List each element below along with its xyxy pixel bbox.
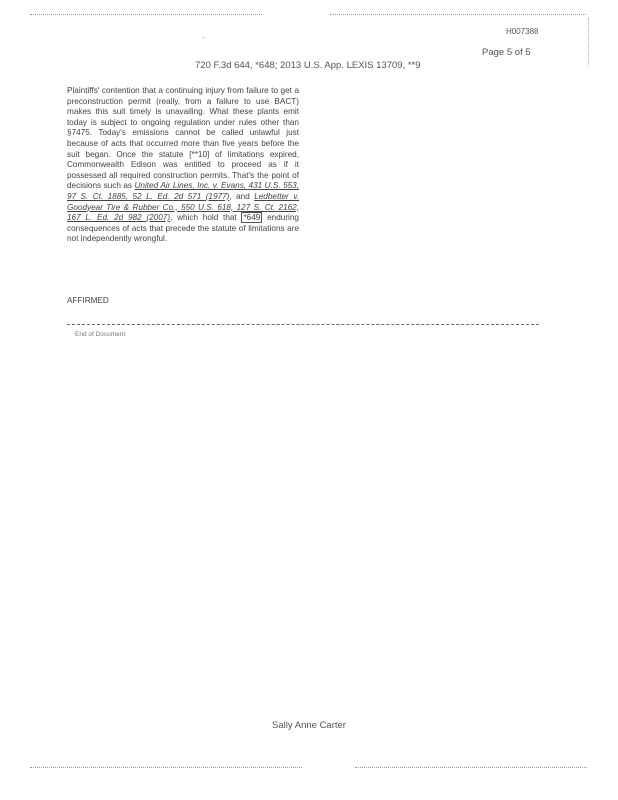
opinion-text-3: enduring consequences of acts that precede the statute of limitations are not independently wrongful. bbox=[67, 213, 299, 244]
opinion-text-mid: , and bbox=[229, 191, 255, 201]
opinion-text-1: Plaintiffs' contention that a continuing injury from failure to get a preconstruction permit (really, from a failure to use BACT) makes this suit timely is unavailing. What these plants emit today is subject to ongoing regulation under rules other than §7475. Today's emissions cannot be called unlawful just because of acts that occurred more than five years before the suit began. Once the statute [**10] of limitations expired, Commonwealth Edison was entitled to proceed as if it possessed all required construction permits. That's the point of decisions such as bbox=[67, 86, 299, 191]
disposition: AFFIRMED bbox=[67, 296, 109, 305]
opinion-paragraph bbox=[67, 86, 299, 245]
opinion-text-2: , which hold that bbox=[170, 213, 242, 223]
pin-cite: *649 bbox=[243, 213, 261, 223]
scan-border-bottom-right bbox=[355, 767, 587, 768]
scan-border-top-right bbox=[330, 14, 586, 15]
bates-number: H007388 bbox=[506, 27, 539, 36]
case-citation: 720 F.3d 644, *648; 2013 U.S. App. LEXIS 13709, **9 bbox=[195, 60, 421, 71]
case-link-united-air-lines[interactable]: United Air Lines, Inc. v. Evans, 431 U.S. 553, 97 S. Ct. 1885, 52 L. Ed. 2d 571 (1977) bbox=[67, 181, 300, 201]
reporter-name: Sally Anne Carter bbox=[272, 720, 346, 731]
case-link-ledbetter[interactable]: Ledbetter v. Goodyear Tire & Rubber Co., 550 U.S. 618, 127 S. Ct. 2162, 167 L. Ed. 2d 982 (2007) bbox=[67, 191, 299, 223]
end-rule bbox=[67, 324, 539, 325]
scan-border-bottom-left bbox=[30, 767, 302, 768]
page-number: Page 5 of 5 bbox=[482, 47, 531, 58]
scan-border-right bbox=[588, 18, 589, 66]
scan-border-top-left bbox=[30, 14, 262, 15]
scan-speck bbox=[203, 37, 204, 38]
end-of-document-note: End of Document bbox=[75, 331, 126, 338]
